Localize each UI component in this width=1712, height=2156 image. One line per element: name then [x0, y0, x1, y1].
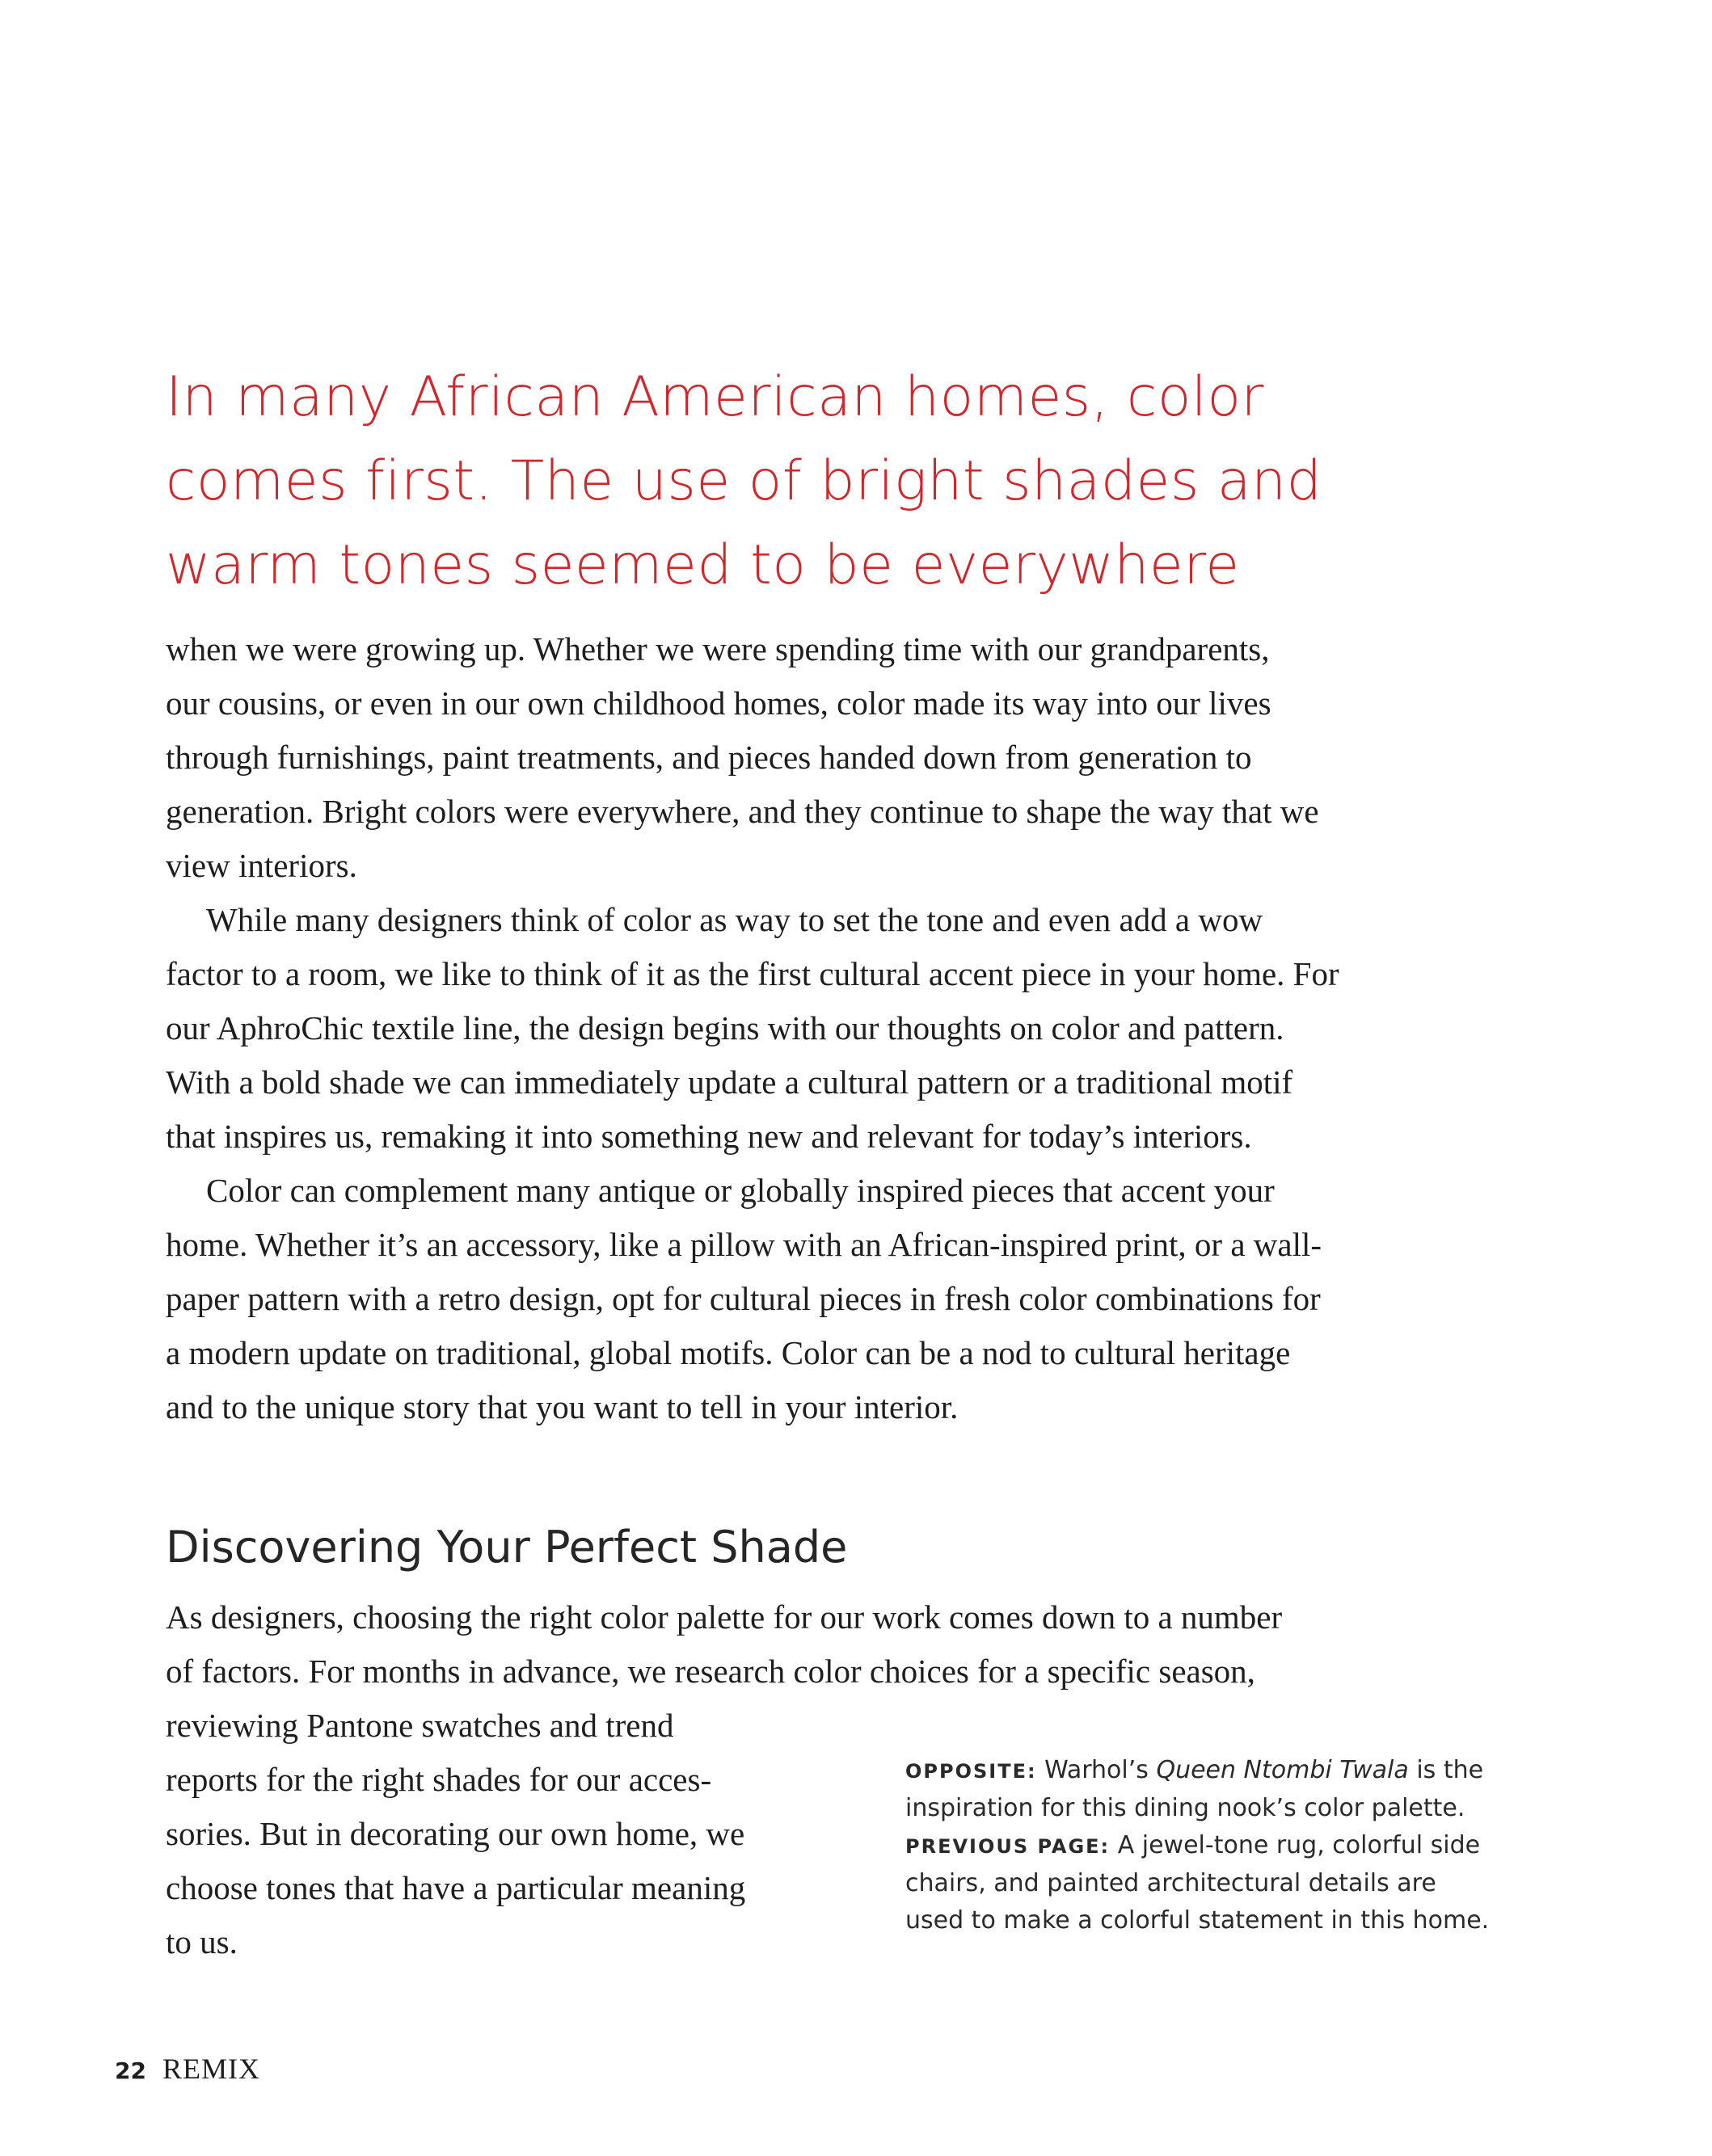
caption-line [905, 1752, 1552, 1790]
caption-text: Warhol’s [1044, 1756, 1149, 1784]
text-line: reports for the right shades for our acces- [166, 1761, 712, 1798]
caption-previous-label: PREVIOUS PAGE: [905, 1835, 1111, 1858]
text-line: and to the unique story that you want to tell in your interior. [166, 1388, 959, 1425]
caption-line: chairs, and painted architectural details are [905, 1869, 1436, 1897]
caption-line: inspiration for this dining nook’s color palette. [905, 1794, 1465, 1822]
page-footer [115, 2050, 260, 2090]
caption-line [905, 1827, 1552, 1865]
artwork-title: Queen Ntombi Twala [1156, 1756, 1409, 1784]
intro-paragraph [166, 893, 1435, 1164]
text-line: paper pattern with a retro design, opt for cultural pieces in fresh color combinations for [166, 1280, 1321, 1317]
pull-quote-line: In many African American homes, color [166, 365, 1264, 429]
text-line: While many designers think of color as way to set the tone and even add a wow [206, 901, 1263, 938]
pull-quote [166, 356, 1540, 608]
pull-quote-line: warm tones seemed to be everywhere [166, 533, 1240, 597]
text-line: home. Whether it’s an accessory, like a pillow with an African-inspired print, or a wall- [166, 1226, 1322, 1263]
intro-paragraph [166, 1164, 1435, 1434]
text-line: Color can complement many antique or globally inspired pieces that accent your [206, 1172, 1275, 1209]
intro-body [166, 622, 1435, 1434]
caption-text: A jewel-tone rug, colorful side [1117, 1831, 1481, 1859]
text-line: With a bold shade we can immediately update a cultural pattern or a traditional motif [166, 1063, 1293, 1101]
text-line: generation. Bright colors were everywhere, and they continue to shape the way that we [166, 793, 1319, 830]
text-line: our AphroChic textile line, the design begins with our thoughts on color and pattern. [166, 1009, 1284, 1046]
text-line: choose tones that have a particular meaning [166, 1869, 746, 1906]
text-line: a modern update on traditional, global motifs. Color can be a nod to cultural heritage [166, 1334, 1291, 1371]
text-line: factor to a room, we like to think of it as the first cultural accent piece in your home. For [166, 955, 1339, 992]
text-line: through furnishings, paint treatments, and pieces handed down from generation to [166, 739, 1252, 776]
text-line: our cousins, or even in our own childhood homes, color made its way into our lives [166, 684, 1271, 722]
text-line: of factors. For months in advance, we research color choices for a specific season, [166, 1653, 1255, 1690]
text-line: when we were growing up. Whether we were spending time with our grandparents, [166, 630, 1270, 667]
section-heading: Discovering Your Perfect Shade [166, 1522, 848, 1573]
text-line: As designers, choosing the right color palette for our work comes down to a number [166, 1598, 1283, 1636]
text-line: that inspires us, remaking it into something new and relevant for today’s interiors. [166, 1118, 1252, 1155]
page-number: 22 [115, 2057, 146, 2084]
intro-paragraph [166, 622, 1435, 893]
pull-quote-line: comes first. The use of bright shades and [166, 449, 1322, 513]
caption-line: used to make a colorful statement in this home. [905, 1906, 1490, 1935]
photo-caption [905, 1752, 1552, 1939]
text-line: view interiors. [166, 847, 357, 884]
caption-text: is the [1416, 1756, 1484, 1784]
text-line: sories. But in decorating our own home, we [166, 1815, 745, 1852]
caption-opposite-label: OPPOSITE: [905, 1760, 1037, 1783]
text-line: reviewing Pantone swatches and trend [166, 1707, 674, 1744]
book-title: REMIX [162, 2053, 260, 2085]
text-line: to us. [166, 1923, 238, 1960]
